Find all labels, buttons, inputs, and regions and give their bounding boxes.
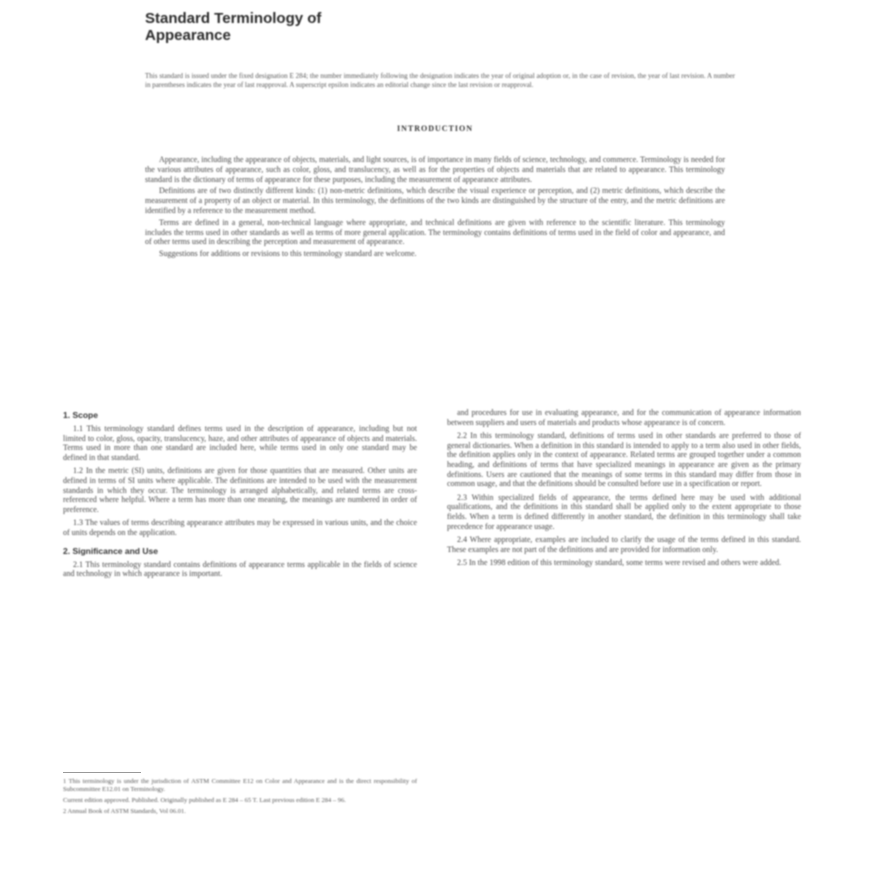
- left-column: [63, 410, 417, 583]
- body-paragraph: 1.1 This terminology standard defines terms used in the description of appearance, including but not limited to color, gloss, opacity, translucency, haze, and other attributes of appearance of objects and materials. Terms used in more than one standard are included here, while terms used in only one standard may be defined in that standard.: [63, 424, 417, 462]
- footnote: 1 This terminology is under the jurisdiction of ASTM Committee E12 on Color and Appearance and is the direct responsibility of Subcommittee E12.01 on Terminology.: [63, 778, 417, 793]
- section-heading-scope: 1. Scope: [63, 410, 98, 420]
- footnotes: [63, 778, 417, 819]
- introduction-heading: INTRODUCTION: [396, 124, 473, 133]
- body-paragraph: 2.3 Within specialized fields of appearance, the terms defined here may be used with additional qualifications, and the definitions in this standard shall be applied only to the extent appropriate to those fields. When a term is defined differently in another standard, the definition in this terminology shall take precedence for appearance usage.: [447, 492, 801, 531]
- body-paragraph: 1.2 In the metric (SI) units, definitions are given for those quantities that are measured. Other units are defined in terms of SI units where applicable. The definitions are intended to be used with the measurement standards in which they occur. The terminology is arranged alphabetically, and related terms are cross-referenced where helpful. Where a term has more than one meaning, the meanings are numbered in order of preference.: [63, 466, 417, 514]
- body-paragraph: 2.1 This terminology standard contains definitions of appearance terms applicable in the fields of science and technology in which appearance is important.: [63, 559, 417, 579]
- intro-paragraph: Suggestions for additions or revisions to this terminology standard are welcome.: [159, 249, 417, 259]
- document-title: Standard Terminology of Appearance: [145, 10, 322, 44]
- body-paragraph: 1.3 The values of terms describing appearance attributes may be expressed in various units, and the choice of units depends on the application.: [63, 518, 417, 537]
- section-heading-significance: 2. Significance and Use: [63, 545, 158, 556]
- body-paragraph: 2.2 In this terminology standard, definitions of terms used in other standards are preferred to those of general dictionaries. When a definition in this standard is intended to apply to a term also used in other fields, the definition applies only in the context of appearance. Related terms are grouped together under a common heading, and definitions of terms that have specialized meanings in appearance are given as the primary definitions. Users are cautioned that the meanings of some terms in this standard may differ from those in common usage, and that the definitions should be consulted before use in a specification or report.: [447, 431, 801, 489]
- intro-paragraph: Terms are defined in a general, non-technical language where appropriate, and technical definitions are given with reference to the scientific literature. This terminology includes the terms used in other standards as well as terms of more general application. The terminology contains definitions of terms used in the field of color and appearance, and of other terms used in describing the perception and measurement of appearance.: [145, 217, 725, 247]
- introduction-section: [145, 155, 725, 261]
- body-paragraph: 2.5 In the 1998 edition of this terminology standard, some terms were revised and others were added.: [457, 558, 782, 568]
- footnote-divider: [63, 772, 141, 773]
- body-paragraph: 2.4 Where appropriate, examples are included to clarify the usage of the terms defined in this standard. These examples are not part of the definitions and are provided for information only.: [447, 535, 801, 554]
- right-column: [447, 408, 801, 572]
- body-paragraph: and procedures for use in evaluating appearance, and for the communication of appearance information between suppliers and users of materials and products whose appearance is of concern.: [447, 408, 801, 427]
- intro-paragraph: Appearance, including the appearance of objects, materials, and light sources, is of importance in many fields of science, technology, and commerce. Terminology is needed for the various attributes of appearance, such as color, gloss, and translucency, as well as for the properties of objects and materials that are related to appearance. This terminology standard is the dictionary of terms of appearance for these purposes, including the measurement of appearance attributes.: [145, 155, 725, 184]
- intro-paragraph: Definitions are of two distinctly different kinds: (1) non-metric definitions, which describe the visual experience or perception, and (2) metric definitions, which describe the measurement of a property of an object or material. In this terminology, the definitions of the two kinds are distinguished by the structure of the entry, and the metric definitions are identified by a reference to the measurement method.: [145, 186, 725, 215]
- footnote: Current edition approved. Published. Originally published as E 284 – 65 T. Last previous edition E 284 – 96.: [63, 797, 346, 804]
- standard-designation-note: This standard is issued under the fixed designation E 284; the number immediately following the designation indicates the year of original adoption or, in the case of revision, the year of last revision. A number in parentheses indicates the year of last reapproval. A superscript epsilon indicates an editorial change since the last revision or reapproval.: [145, 72, 735, 89]
- footnote: 2 Annual Book of ASTM Standards, Vol 06.01.: [63, 808, 186, 815]
